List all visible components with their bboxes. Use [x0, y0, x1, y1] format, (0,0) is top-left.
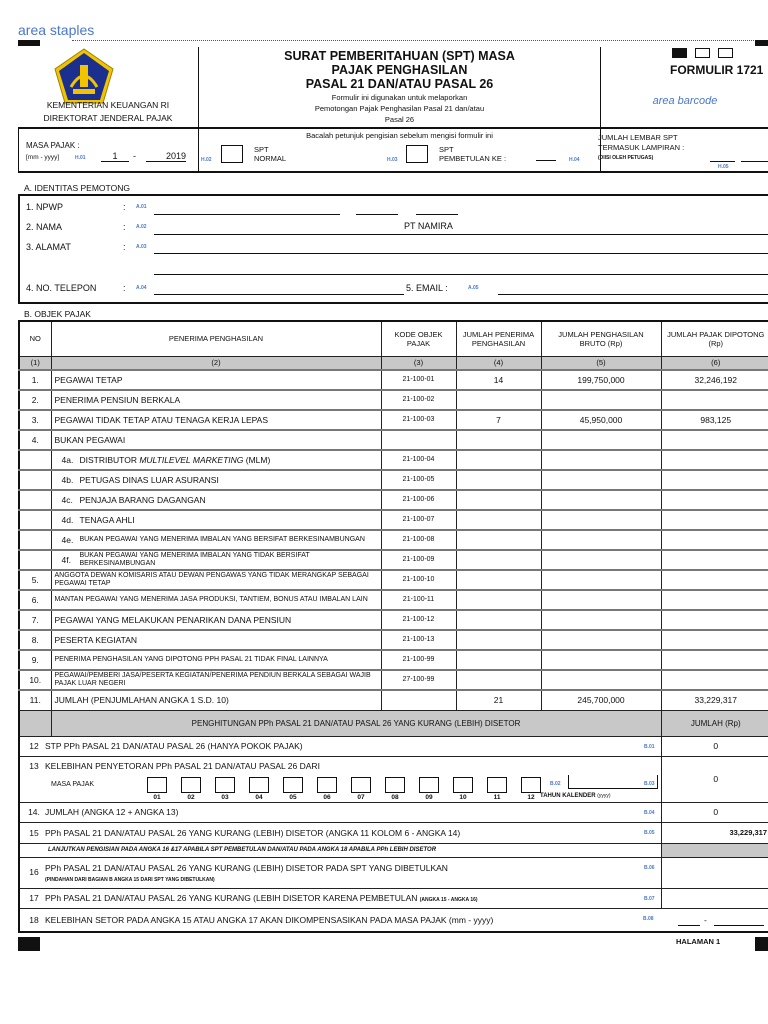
- row-label: JUMLAH (ANGKA 12 + ANGKA 13): [45, 807, 179, 817]
- field-code: B.07: [643, 895, 655, 902]
- npwp-input[interactable]: [154, 214, 340, 215]
- tax-withheld-input[interactable]: [661, 590, 768, 610]
- row-label: ANGGOTA DEWAN KOMISARIS ATAU DEWAN PENGAWAS YANG TIDAK MERANGKAP SEBAGAI PEGAWAI TETAP: [54, 572, 369, 587]
- form-number: FORMULIR 1721: [670, 63, 764, 77]
- ministry-logo: [53, 47, 115, 107]
- table-row: [19, 690, 768, 710]
- month-label: 09: [425, 793, 433, 801]
- recipient-count-input[interactable]: [456, 510, 541, 530]
- row-18: [19, 908, 768, 932]
- tax-object-code: [381, 690, 456, 710]
- npwp-input-suffix[interactable]: [416, 214, 458, 215]
- row-label: PPh PASAL 21 DAN/ATAU PASAL 26 YANG KURANG (LEBIH) DISETOR PADA SPT YANG DIBETULKAN: [45, 862, 448, 873]
- recipient-count-input[interactable]: 7: [456, 410, 541, 430]
- col-number: (1): [19, 356, 51, 370]
- spt-pembetulan-checkbox[interactable]: [406, 145, 428, 163]
- gross-income-input[interactable]: [541, 550, 661, 570]
- row-label: KELEBIHAN PENYETORAN PPh PASAL 21 DAN/ATAU PASAL 26 DARI: [45, 760, 320, 771]
- row-number: [19, 530, 51, 550]
- month-checkbox[interactable]: [487, 777, 507, 793]
- row-number: 17: [29, 893, 39, 903]
- form-title-1: SURAT PEMBERITAHUAN (SPT) MASA: [284, 49, 515, 63]
- recipient-count-input[interactable]: [456, 590, 541, 610]
- separator: -: [133, 151, 136, 161]
- row-number: [19, 470, 51, 490]
- colon: :: [123, 202, 126, 212]
- tahun-kalender-label: TAHUN KALENDER: [540, 792, 596, 799]
- col-header-no: NO: [19, 321, 51, 356]
- sub-number: 4f.: [61, 555, 71, 565]
- barcode-area: area barcode: [652, 95, 718, 107]
- col-header-count: JUMLAH PENERIMA PENGHASILAN: [456, 321, 541, 356]
- table-row: [19, 510, 768, 530]
- gross-income-input[interactable]: [541, 470, 661, 490]
- month-checkbox[interactable]: [283, 777, 303, 793]
- telepon-input[interactable]: [154, 294, 404, 295]
- gross-income-input[interactable]: 245,700,000: [541, 690, 661, 710]
- gross-income-input[interactable]: [541, 670, 661, 690]
- tax-withheld-input[interactable]: [661, 510, 768, 530]
- recipient-label: [51, 370, 381, 390]
- form-title-3: PASAL 21 DAN/ATAU PASAL 26: [305, 77, 494, 91]
- row-number: 13: [29, 760, 39, 771]
- gross-income-input[interactable]: 45,950,000: [541, 410, 661, 430]
- tax-withheld-input[interactable]: [661, 450, 768, 470]
- gross-income-input[interactable]: [541, 630, 661, 650]
- month-label: 04: [255, 793, 263, 801]
- row-label: PEGAWAI YANG MELAKUKAN PENARIKAN DANA PENSIUN: [54, 615, 292, 625]
- section-b-title: B. OBJEK PAJAK: [24, 309, 91, 319]
- email-input[interactable]: [498, 294, 768, 295]
- month-checkbox[interactable]: [181, 777, 201, 793]
- month-checkbox[interactable]: [419, 777, 439, 793]
- row-number: [19, 490, 51, 510]
- table-row: [19, 630, 768, 650]
- row-number: 15: [29, 827, 39, 838]
- col-header-pph: JUMLAH PAJAK DIPOTONG (Rp): [661, 321, 768, 356]
- masa-month-input[interactable]: 1: [101, 151, 129, 162]
- row-number: 16: [29, 866, 39, 877]
- table-row: [19, 590, 768, 610]
- recipient-count-input[interactable]: [456, 630, 541, 650]
- gross-income-input[interactable]: [541, 650, 661, 670]
- table-row: [19, 550, 768, 570]
- month-checkbox[interactable]: [147, 777, 167, 793]
- recipient-label: [51, 650, 381, 670]
- tax-object-code: 21-100-08: [381, 530, 456, 550]
- recipient-count-input[interactable]: [456, 650, 541, 670]
- col-number: (2): [51, 356, 381, 370]
- tax-object-code: 21-100-06: [381, 490, 456, 510]
- row-sublabel: (ANGKA 15 - ANGKA 16): [419, 897, 478, 903]
- recipient-count-input[interactable]: [456, 550, 541, 570]
- tax-withheld-input[interactable]: [661, 630, 768, 650]
- tax-withheld-input[interactable]: [661, 490, 768, 510]
- gross-income-input[interactable]: [541, 430, 661, 450]
- table-row: [19, 670, 768, 690]
- row-label: PPh PASAL 21 DAN/ATAU PASAL 26 YANG KURANG (LEBIH) DISETOR (ANGKA 11 KOLOM 6 - ANGKA 14): [45, 827, 461, 838]
- row-label: TENAGA AHLI: [79, 515, 135, 526]
- field-code: H.03: [387, 157, 398, 163]
- col-number: (3): [381, 356, 456, 370]
- recipient-count-input[interactable]: [456, 450, 541, 470]
- masa-pajak-format: [mm - yyyy]: [26, 154, 60, 161]
- month-checkbox[interactable]: [215, 777, 235, 793]
- separator: -: [704, 914, 707, 925]
- recipient-count-input[interactable]: [456, 610, 541, 630]
- col-header-recipient: PENERIMA PENGHASILAN: [51, 321, 381, 356]
- colon: :: [123, 242, 126, 252]
- table-row: [19, 530, 768, 550]
- masa-pajak-label: MASA PAJAK: [51, 780, 95, 788]
- copy-marker-empty: [695, 48, 710, 58]
- corner-marker: [755, 40, 768, 46]
- recipient-count-input[interactable]: [456, 470, 541, 490]
- sub-number: 4e.: [61, 534, 74, 545]
- tax-withheld-input[interactable]: [661, 430, 768, 450]
- recipient-label: [51, 410, 381, 430]
- sheets-count-input[interactable]: [741, 161, 768, 162]
- row-16: [19, 857, 768, 888]
- corner-marker: [18, 937, 40, 951]
- col-header-code: KODE OBJEK PAJAK: [381, 321, 456, 356]
- field-code: H.05: [718, 164, 729, 170]
- calc-header-row: [19, 710, 768, 736]
- field-code: B.08: [643, 915, 654, 922]
- spt-normal-checkbox[interactable]: [221, 145, 243, 163]
- form-header: [18, 47, 768, 173]
- tax-object-code: 21-100-11: [381, 590, 456, 610]
- row-number: 2.: [19, 390, 51, 410]
- sub-number: 4c.: [61, 495, 73, 506]
- masa-year-input[interactable]: 2019: [146, 151, 186, 162]
- row-label: PEGAWAI TIDAK TETAP ATAU TENAGA KERJA LEPAS: [54, 415, 269, 425]
- staples-area-label: area staples: [18, 22, 95, 38]
- recipient-label: [51, 530, 381, 550]
- tax-object-code: 21-100-13: [381, 630, 456, 650]
- month-label: 12: [527, 793, 535, 801]
- column-number-row: [19, 356, 768, 370]
- calc-header: PENGHITUNGAN PPh PASAL 21 DAN/ATAU PASAL 26 YANG KURANG (LEBIH) DISETOR: [51, 710, 661, 736]
- recipient-label: [51, 390, 381, 410]
- row-number: [19, 510, 51, 530]
- recipient-label: [51, 490, 381, 510]
- sheets-label: TERMASUK LAMPIRAN :: [598, 143, 685, 152]
- tax-withheld-input[interactable]: [661, 550, 768, 570]
- amount-b03[interactable]: 0: [661, 756, 768, 802]
- tax-withheld-input[interactable]: 32,246,192: [661, 370, 768, 390]
- row-label: BUKAN PEGAWAI YANG MENERIMA IMBALAN YANG BERSIFAT BERKESINAMBUNGAN: [79, 535, 365, 543]
- gross-income-input[interactable]: [541, 450, 661, 470]
- recipient-label: [51, 550, 381, 570]
- recipient-label: [51, 570, 381, 590]
- corner-marker: [18, 40, 40, 46]
- row-sublabel: (PINDAHAN DARI BAGIAN B ANGKA 15 DARI SPT YANG DIBETULKAN): [45, 876, 215, 883]
- tax-object-code: 21-100-02: [381, 390, 456, 410]
- kompensasi-year-input[interactable]: [714, 925, 764, 926]
- month-label: 06: [323, 793, 331, 801]
- row-label: PEGAWAI/PEMBERI JASA/PESERTA KEGIATAN/PENERIMA PENDIUN BERKALA SEBAGAI WAJIB PAJAK LUAR NEGERI: [54, 672, 371, 687]
- recipient-count-input[interactable]: 14: [456, 370, 541, 390]
- table-row: [19, 570, 768, 590]
- spt-normal-label: SPT: [254, 145, 269, 154]
- row-label: PENERIMA PENSIUN BERKALA: [54, 395, 181, 405]
- field-code: B.05: [643, 829, 655, 836]
- row-label: STP PPh PASAL 21 DAN/ATAU PASAL 26 (HANYA POKOK PAJAK): [45, 741, 303, 751]
- table-row: [19, 410, 768, 430]
- amount-b01[interactable]: 0: [661, 736, 768, 756]
- sheets-note: (DIISI OLEH PETUGAS): [598, 155, 654, 161]
- npwp-label: 1. NPWP: [26, 202, 64, 212]
- tax-withheld-input[interactable]: 983,125: [661, 410, 768, 430]
- recipient-count-input[interactable]: 21: [456, 690, 541, 710]
- form-desc-2: Pemotongan Pajak Penghasilan Pasal 21 dan/atau: [314, 104, 485, 113]
- field-code: B.06: [643, 864, 655, 871]
- row-number: 8.: [19, 630, 51, 650]
- recipient-label: [51, 590, 381, 610]
- year-format: (yyyy): [597, 792, 611, 799]
- row-number: 11.: [19, 690, 51, 710]
- field-code: H.01: [75, 155, 86, 161]
- gross-income-input[interactable]: [541, 610, 661, 630]
- field-code: A.05: [468, 285, 479, 291]
- row-number: 18: [29, 914, 39, 925]
- row-number: 4.: [19, 430, 51, 450]
- tax-object-code: 21-100-12: [381, 610, 456, 630]
- table-row: [19, 650, 768, 670]
- tax-object-code: [381, 430, 456, 450]
- recipient-label: [51, 610, 381, 630]
- alamat-input-line1[interactable]: [154, 253, 768, 254]
- recipient-label: [51, 690, 381, 710]
- tax-object-code: 21-100-10: [381, 570, 456, 590]
- copy-marker-filled: [672, 48, 687, 58]
- amount-b07[interactable]: [661, 888, 768, 908]
- row-label: PETUGAS DINAS LUAR ASURANSI: [79, 475, 219, 486]
- recipient-count-input[interactable]: [456, 570, 541, 590]
- page-number: HALAMAN 1: [676, 937, 721, 946]
- row-number: 12: [29, 741, 39, 751]
- tax-withheld-input[interactable]: [661, 570, 768, 590]
- col-number: (4): [456, 356, 541, 370]
- recipient-label: [51, 630, 381, 650]
- masa-pajak-label: MASA PAJAK :: [26, 141, 80, 150]
- row-number: 3.: [19, 410, 51, 430]
- tax-object-code: 27-100-99: [381, 670, 456, 690]
- table-row: [19, 610, 768, 630]
- month-label: 03: [221, 793, 229, 801]
- recipient-label: [51, 510, 381, 530]
- table-row: [19, 490, 768, 510]
- form-title-2: PAJAK PENGHASILAN: [331, 63, 468, 77]
- section-a-title: A. IDENTITAS PEMOTONG: [24, 183, 130, 193]
- field-code: H.02: [201, 157, 212, 163]
- table-header-row: [19, 321, 768, 356]
- gross-income-input[interactable]: [541, 390, 661, 410]
- recipient-label: [51, 450, 381, 470]
- recipient-count-input[interactable]: [456, 430, 541, 450]
- email-label: 5. EMAIL :: [406, 283, 448, 293]
- kompensasi-month-input[interactable]: [678, 925, 700, 926]
- month-label: 05: [289, 793, 297, 801]
- month-label: 10: [459, 793, 467, 801]
- tax-object-code: 21-100-05: [381, 470, 456, 490]
- row-label: PENERIMA PENGHASILAN YANG DIPOTONG PPH PASAL 21 TIDAK FINAL LAINNYA: [54, 656, 328, 663]
- spt-pembetulan-label: PEMBETULAN KE :: [439, 154, 507, 163]
- row-label: BUKAN PEGAWAI: [54, 435, 126, 445]
- recipient-count-input[interactable]: [456, 530, 541, 550]
- table-row: [19, 470, 768, 490]
- tax-withheld-input[interactable]: [661, 530, 768, 550]
- month-label: 02: [187, 793, 195, 801]
- field-code: H.04: [569, 157, 580, 163]
- row-label: PEGAWAI TETAP: [54, 375, 123, 385]
- recipient-label: [51, 670, 381, 690]
- row-number: 5.: [19, 570, 51, 590]
- row-number: 6.: [19, 590, 51, 610]
- tax-withheld-input[interactable]: [661, 470, 768, 490]
- row-number: [19, 450, 51, 470]
- month-checkbox[interactable]: [453, 777, 473, 793]
- row-number: [19, 550, 51, 570]
- row-label: PENJAJA BARANG DAGANGAN: [79, 495, 206, 506]
- alamat-input-line2[interactable]: [154, 274, 768, 275]
- alamat-label: 3. ALAMAT: [26, 242, 71, 252]
- colon: :: [123, 283, 126, 293]
- tax-object-code: 21-100-04: [381, 450, 456, 470]
- row-12: [19, 736, 768, 756]
- row-15: [19, 822, 768, 843]
- col-number: (5): [541, 356, 661, 370]
- row-label: PPh PASAL 21 DAN/ATAU PASAL 26 YANG KURANG (LEBIH DISETOR KARENA PEMBETULAN: [45, 893, 418, 903]
- tax-object-code: 21-100-09: [381, 550, 456, 570]
- table-row: [19, 450, 768, 470]
- gross-income-input[interactable]: [541, 490, 661, 510]
- nama-label: 2. NAMA: [26, 222, 63, 232]
- copy-marker-empty: [718, 48, 733, 58]
- row-number: 14.: [28, 807, 40, 817]
- col-header-bruto: JUMLAH PENGHASILAN BRUTO (Rp): [541, 321, 661, 356]
- row-label: MANTAN PEGAWAI YANG MENERIMA JASA PRODUKSI, TANTIEM, BONUS ATAU IMBALAN LAIN: [54, 596, 368, 603]
- month-checkbox[interactable]: [351, 777, 371, 793]
- pembetulan-ke-input[interactable]: [536, 160, 556, 161]
- month-checkbox[interactable]: [521, 777, 541, 793]
- field-code: B.04: [643, 809, 655, 816]
- ministry-name: KEMENTERIAN KEUANGAN RI: [46, 100, 170, 110]
- month-checkbox[interactable]: [317, 777, 337, 793]
- calc-amount-header: JUMLAH (Rp): [661, 710, 768, 736]
- month-label: 11: [493, 793, 501, 801]
- telepon-label: 4. NO. TELEPON: [26, 283, 97, 293]
- gross-income-input[interactable]: [541, 530, 661, 550]
- gross-income-input[interactable]: [541, 570, 661, 590]
- tax-object-code: 21-100-07: [381, 510, 456, 530]
- row-number: 10.: [19, 670, 51, 690]
- month-checkbox[interactable]: [249, 777, 269, 793]
- field-code: A.04: [136, 285, 147, 291]
- sub-number: 4d.: [61, 515, 74, 526]
- row-number: 1.: [19, 370, 51, 390]
- tax-withheld-input[interactable]: [661, 390, 768, 410]
- form-desc-3: Pasal 26: [384, 115, 415, 124]
- sheets-count-input[interactable]: [710, 161, 735, 162]
- field-code: B.01: [643, 743, 655, 750]
- row-label: BUKAN PEGAWAI YANG MENERIMA IMBALAN YANG TIDAK BERSIFAT BERKESINAMBUNGAN: [79, 552, 310, 567]
- recipient-count-input[interactable]: [456, 390, 541, 410]
- table-row: [19, 390, 768, 410]
- corner-marker: [755, 937, 768, 951]
- tax-object-code: 21-100-99: [381, 650, 456, 670]
- row-17: [19, 888, 768, 908]
- gross-income-input[interactable]: [541, 510, 661, 530]
- field-code: A.03: [136, 244, 147, 250]
- recipient-label: [51, 430, 381, 450]
- form-desc-1: Formulir ini digunakan untuk melaporkan: [331, 93, 468, 102]
- spt-normal-label: NORMAL: [254, 154, 287, 163]
- row-label: PESERTA KEGIATAN: [54, 635, 138, 645]
- row-label: DISTRIBUTOR MULTILEVEL MARKETING (MLM): [79, 455, 271, 466]
- tax-withheld-input[interactable]: [661, 610, 768, 630]
- nama-input[interactable]: PT NAMIRA: [154, 221, 768, 235]
- staples-line: [72, 40, 768, 41]
- sub-number: 4a.: [61, 455, 74, 466]
- npwp-input-branch[interactable]: [356, 214, 398, 215]
- continuation-note: LANJUTKAN PENGISIAN PADA ANGKA 16 &17 APABILA SPT PEMBETULAN DAN/ATAU PADA ANGKA 18 APABILA PPh LEBIH DISETOR: [19, 843, 661, 857]
- spt-pembetulan-label: SPT: [439, 145, 454, 154]
- row-number: 7.: [19, 610, 51, 630]
- note-row: [19, 843, 768, 857]
- objek-pajak-table: [18, 320, 768, 933]
- amount-b06[interactable]: [661, 857, 768, 888]
- sub-number: 4b.: [61, 475, 74, 486]
- tax-withheld-input[interactable]: 33,229,317: [661, 690, 768, 710]
- field-code: A.01: [136, 204, 147, 210]
- table-row: [19, 370, 768, 390]
- row-label: KELEBIHAN SETOR PADA ANGKA 15 ATAU ANGKA 17 AKAN DIKOMPENSASIKAN PADA MASA PAJAK (mm - yyyy): [45, 914, 494, 925]
- col-number: (6): [661, 356, 768, 370]
- recipient-label: [51, 470, 381, 490]
- month-label: 08: [391, 793, 399, 801]
- row-number: 9.: [19, 650, 51, 670]
- field-code: A.02: [136, 224, 147, 230]
- recipient-count-input[interactable]: [456, 490, 541, 510]
- sheets-label: JUMLAH LEMBAR SPT: [598, 133, 678, 142]
- row-14: [19, 802, 768, 822]
- field-code: B.02: [550, 780, 561, 787]
- tax-object-code: 21-100-03: [381, 410, 456, 430]
- instruction-text: Bacalah petunjuk pengisian sebelum mengisi formulir ini: [306, 131, 493, 140]
- month-label: 01: [153, 793, 161, 801]
- month-label: 07: [357, 793, 365, 801]
- tax-withheld-input[interactable]: [661, 650, 768, 670]
- row-13: [19, 756, 768, 802]
- table-row: [19, 430, 768, 450]
- amount-b04[interactable]: 0: [661, 802, 768, 822]
- tax-object-code: 21-100-01: [381, 370, 456, 390]
- month-checkbox[interactable]: [385, 777, 405, 793]
- amount-b05[interactable]: 33,229,317: [661, 822, 768, 843]
- directorate-name: DIREKTORAT JENDERAL PAJAK: [43, 113, 173, 123]
- colon: :: [123, 222, 126, 232]
- section-a-box: [18, 194, 768, 304]
- gross-income-input[interactable]: [541, 590, 661, 610]
- gross-income-input[interactable]: 199,750,000: [541, 370, 661, 390]
- row-label: JUMLAH (PENJUMLAHAN ANGKA 1 S.D. 10): [54, 695, 229, 706]
- recipient-count-input[interactable]: [456, 670, 541, 690]
- tax-withheld-input[interactable]: [661, 670, 768, 690]
- field-code: B.03: [643, 780, 655, 787]
